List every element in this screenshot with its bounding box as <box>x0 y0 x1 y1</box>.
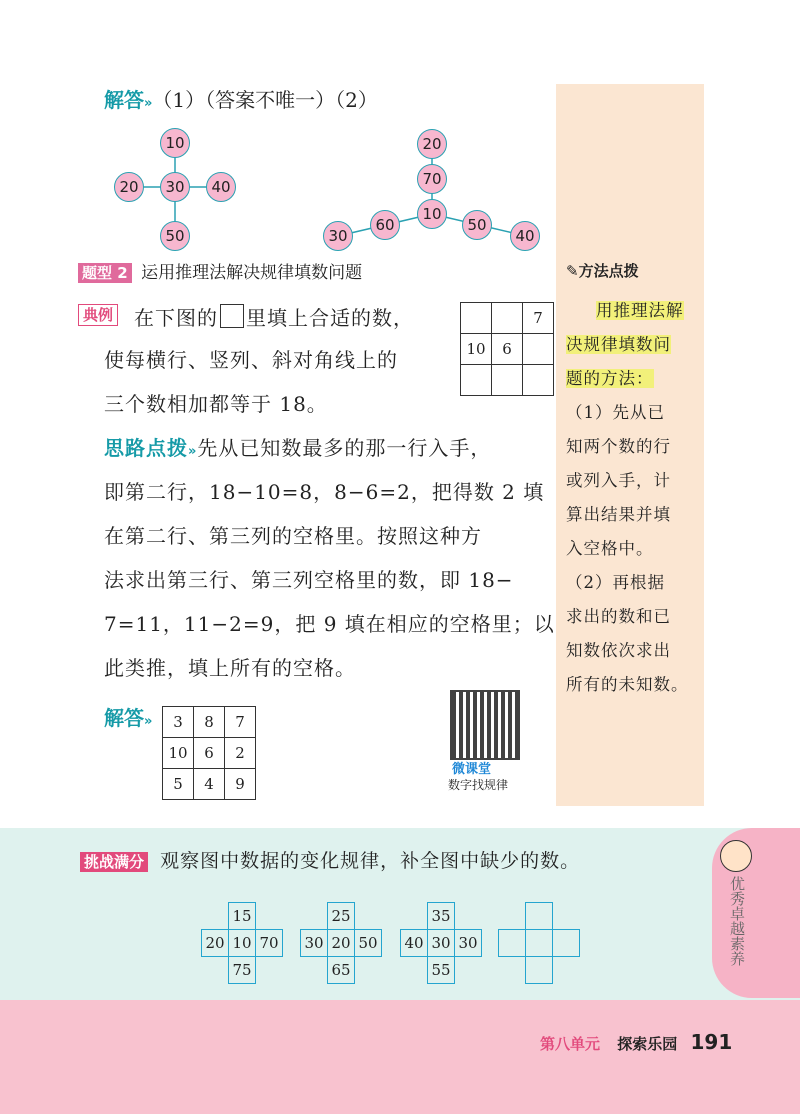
page-number: 191 <box>690 1030 733 1054</box>
grid-cell: 3 <box>163 707 194 738</box>
method-title: 方法点拨 <box>578 262 639 280</box>
example-tag-label: 典例 <box>78 304 118 326</box>
footer <box>540 1030 732 1054</box>
grid-cell: 6 <box>492 334 523 365</box>
answer-grid <box>162 706 256 800</box>
example-line-3: 三个数相加都等于 18。 <box>104 392 328 416</box>
cross-cell: 40 <box>401 930 428 957</box>
method-l12: 所有的未知数。 <box>566 675 689 694</box>
d2-center: 10 <box>417 199 447 229</box>
grid-cell: 10 <box>163 738 194 769</box>
method-l5: 知两个数的行 <box>566 437 671 456</box>
cross-cell[interactable] <box>499 930 526 957</box>
d2-left-1: 60 <box>370 210 400 240</box>
method-l9: （2）再根据 <box>566 573 665 592</box>
grid-cell: 9 <box>225 769 256 800</box>
answer-label: 解答 <box>104 88 144 112</box>
cross-cell: 10 <box>229 930 256 957</box>
answer-1-text: （1）（答案不唯一）（2） <box>152 88 378 112</box>
example-line-2: 使每横行、竖列、斜对角线上的 <box>104 348 398 372</box>
cross-cell: 55 <box>428 957 455 984</box>
diagram-lines <box>0 0 800 260</box>
grid-cell: 5 <box>163 769 194 800</box>
grid-cell: 8 <box>194 707 225 738</box>
method-l2: 决规律填数问 <box>566 335 671 354</box>
hint-line-3: 在第二行、第三列的空格里。按照这种方 <box>104 524 482 548</box>
qr-brand: 微课堂 <box>452 762 492 777</box>
cross-3 <box>400 902 482 984</box>
cross-cell: 35 <box>428 903 455 930</box>
face-icon <box>720 840 752 872</box>
grid-cell: 10 <box>461 334 492 365</box>
d2-left-2: 30 <box>323 221 353 251</box>
grid-cell: 7 <box>225 707 256 738</box>
type-tag: 题型 2 <box>78 263 132 283</box>
cross-cell: 30 <box>428 930 455 957</box>
hint-line-4: 法求出第三行、第三列空格里的数，即 18− <box>104 568 514 592</box>
d1-bottom: 50 <box>160 221 190 251</box>
cross-2 <box>300 902 382 984</box>
cross-cell[interactable] <box>526 903 553 930</box>
cross-cell[interactable] <box>553 930 580 957</box>
grid-cell <box>492 365 523 396</box>
cross-cell: 15 <box>229 903 256 930</box>
method-l7: 算出结果并填 <box>566 505 671 524</box>
answer-2-label: 解答 <box>104 706 144 730</box>
grid-cell <box>492 303 523 334</box>
cross-cell: 20 <box>202 930 229 957</box>
challenge-heading <box>80 846 580 873</box>
example-tag <box>78 304 118 325</box>
d1-center: 30 <box>160 172 190 202</box>
qr-caption: 数字找规律 <box>448 778 509 792</box>
cross-cell: 30 <box>455 930 482 957</box>
hint-line-6: 此类推，填上所有的空格。 <box>104 656 356 680</box>
arrow-icon: » <box>188 444 198 459</box>
method-l8: 入空格中。 <box>566 539 654 558</box>
method-l4: （1）先从已 <box>566 403 665 422</box>
grid-cell <box>523 334 554 365</box>
d1-left: 20 <box>114 172 144 202</box>
cross-cell: 50 <box>355 930 382 957</box>
method-l1: 用推理法解 <box>596 301 684 320</box>
example-line-1b: 里填上合适的数， <box>246 306 414 330</box>
method-l3: 题的方法： <box>566 369 654 388</box>
cross-cell: 20 <box>328 930 355 957</box>
hint-label: 思路点拨 <box>104 436 188 460</box>
side-tab-text: 优秀卓越素养 <box>728 876 746 966</box>
d1-right: 40 <box>206 172 236 202</box>
grid-cell <box>461 365 492 396</box>
d2-right-1: 50 <box>462 210 492 240</box>
cross-cell: 70 <box>256 930 283 957</box>
d2-right-2: 40 <box>510 221 540 251</box>
type-heading <box>78 258 362 283</box>
challenge-text: 观察图中数据的变化规律，补全图中缺少的数。 <box>160 850 581 872</box>
challenge-tag: 挑战满分 <box>80 852 148 872</box>
example-line-1a: 在下图的 <box>134 306 218 330</box>
hint-line-1 <box>104 428 491 472</box>
footer-unit: 第八单元 <box>540 1035 601 1053</box>
grid-cell <box>523 365 554 396</box>
grid-cell <box>461 303 492 334</box>
cross-4-blank[interactable] <box>498 902 580 984</box>
pencil-icon: ✎ <box>566 262 579 280</box>
cross-cell: 75 <box>229 957 256 984</box>
method-l6: 或列入手，计 <box>566 471 671 490</box>
hint-text-1: 先从已知数最多的那一行入手， <box>197 436 492 460</box>
footer-band <box>0 1000 800 1114</box>
blank-box <box>220 304 244 328</box>
cross-1 <box>201 902 283 984</box>
answer-2-label-row <box>104 702 152 731</box>
example-line-1 <box>134 298 414 338</box>
qr-code-icon[interactable] <box>450 690 520 760</box>
d1-top: 10 <box>160 128 190 158</box>
method-l10: 求出的数和已 <box>566 607 671 626</box>
cross-cell: 65 <box>328 957 355 984</box>
method-l11: 知数依次求出 <box>566 641 671 660</box>
grid-cell: 2 <box>225 738 256 769</box>
method-title-row <box>566 260 639 281</box>
cross-cell[interactable] <box>526 957 553 984</box>
grid-cell: 6 <box>194 738 225 769</box>
d2-upper: 70 <box>417 164 447 194</box>
example-grid <box>460 302 554 396</box>
arrow-icon: » <box>144 714 153 729</box>
cross-cell[interactable] <box>526 930 553 957</box>
type-title: 运用推理法解决规律填数问题 <box>141 263 363 283</box>
hint-line-5: 7=11，11−2=9，把 9 填在相应的空格里；以 <box>104 612 555 636</box>
grid-cell: 4 <box>194 769 225 800</box>
cross-cell: 25 <box>328 903 355 930</box>
cross-cell: 30 <box>301 930 328 957</box>
footer-title: 探索乐园 <box>617 1035 678 1053</box>
hint-line-2: 即第二行，18−10=8，8−6=2，把得数 2 填 <box>104 480 545 504</box>
grid-cell: 7 <box>523 303 554 334</box>
d2-top: 20 <box>417 129 447 159</box>
arrow-icon: » <box>144 96 153 111</box>
